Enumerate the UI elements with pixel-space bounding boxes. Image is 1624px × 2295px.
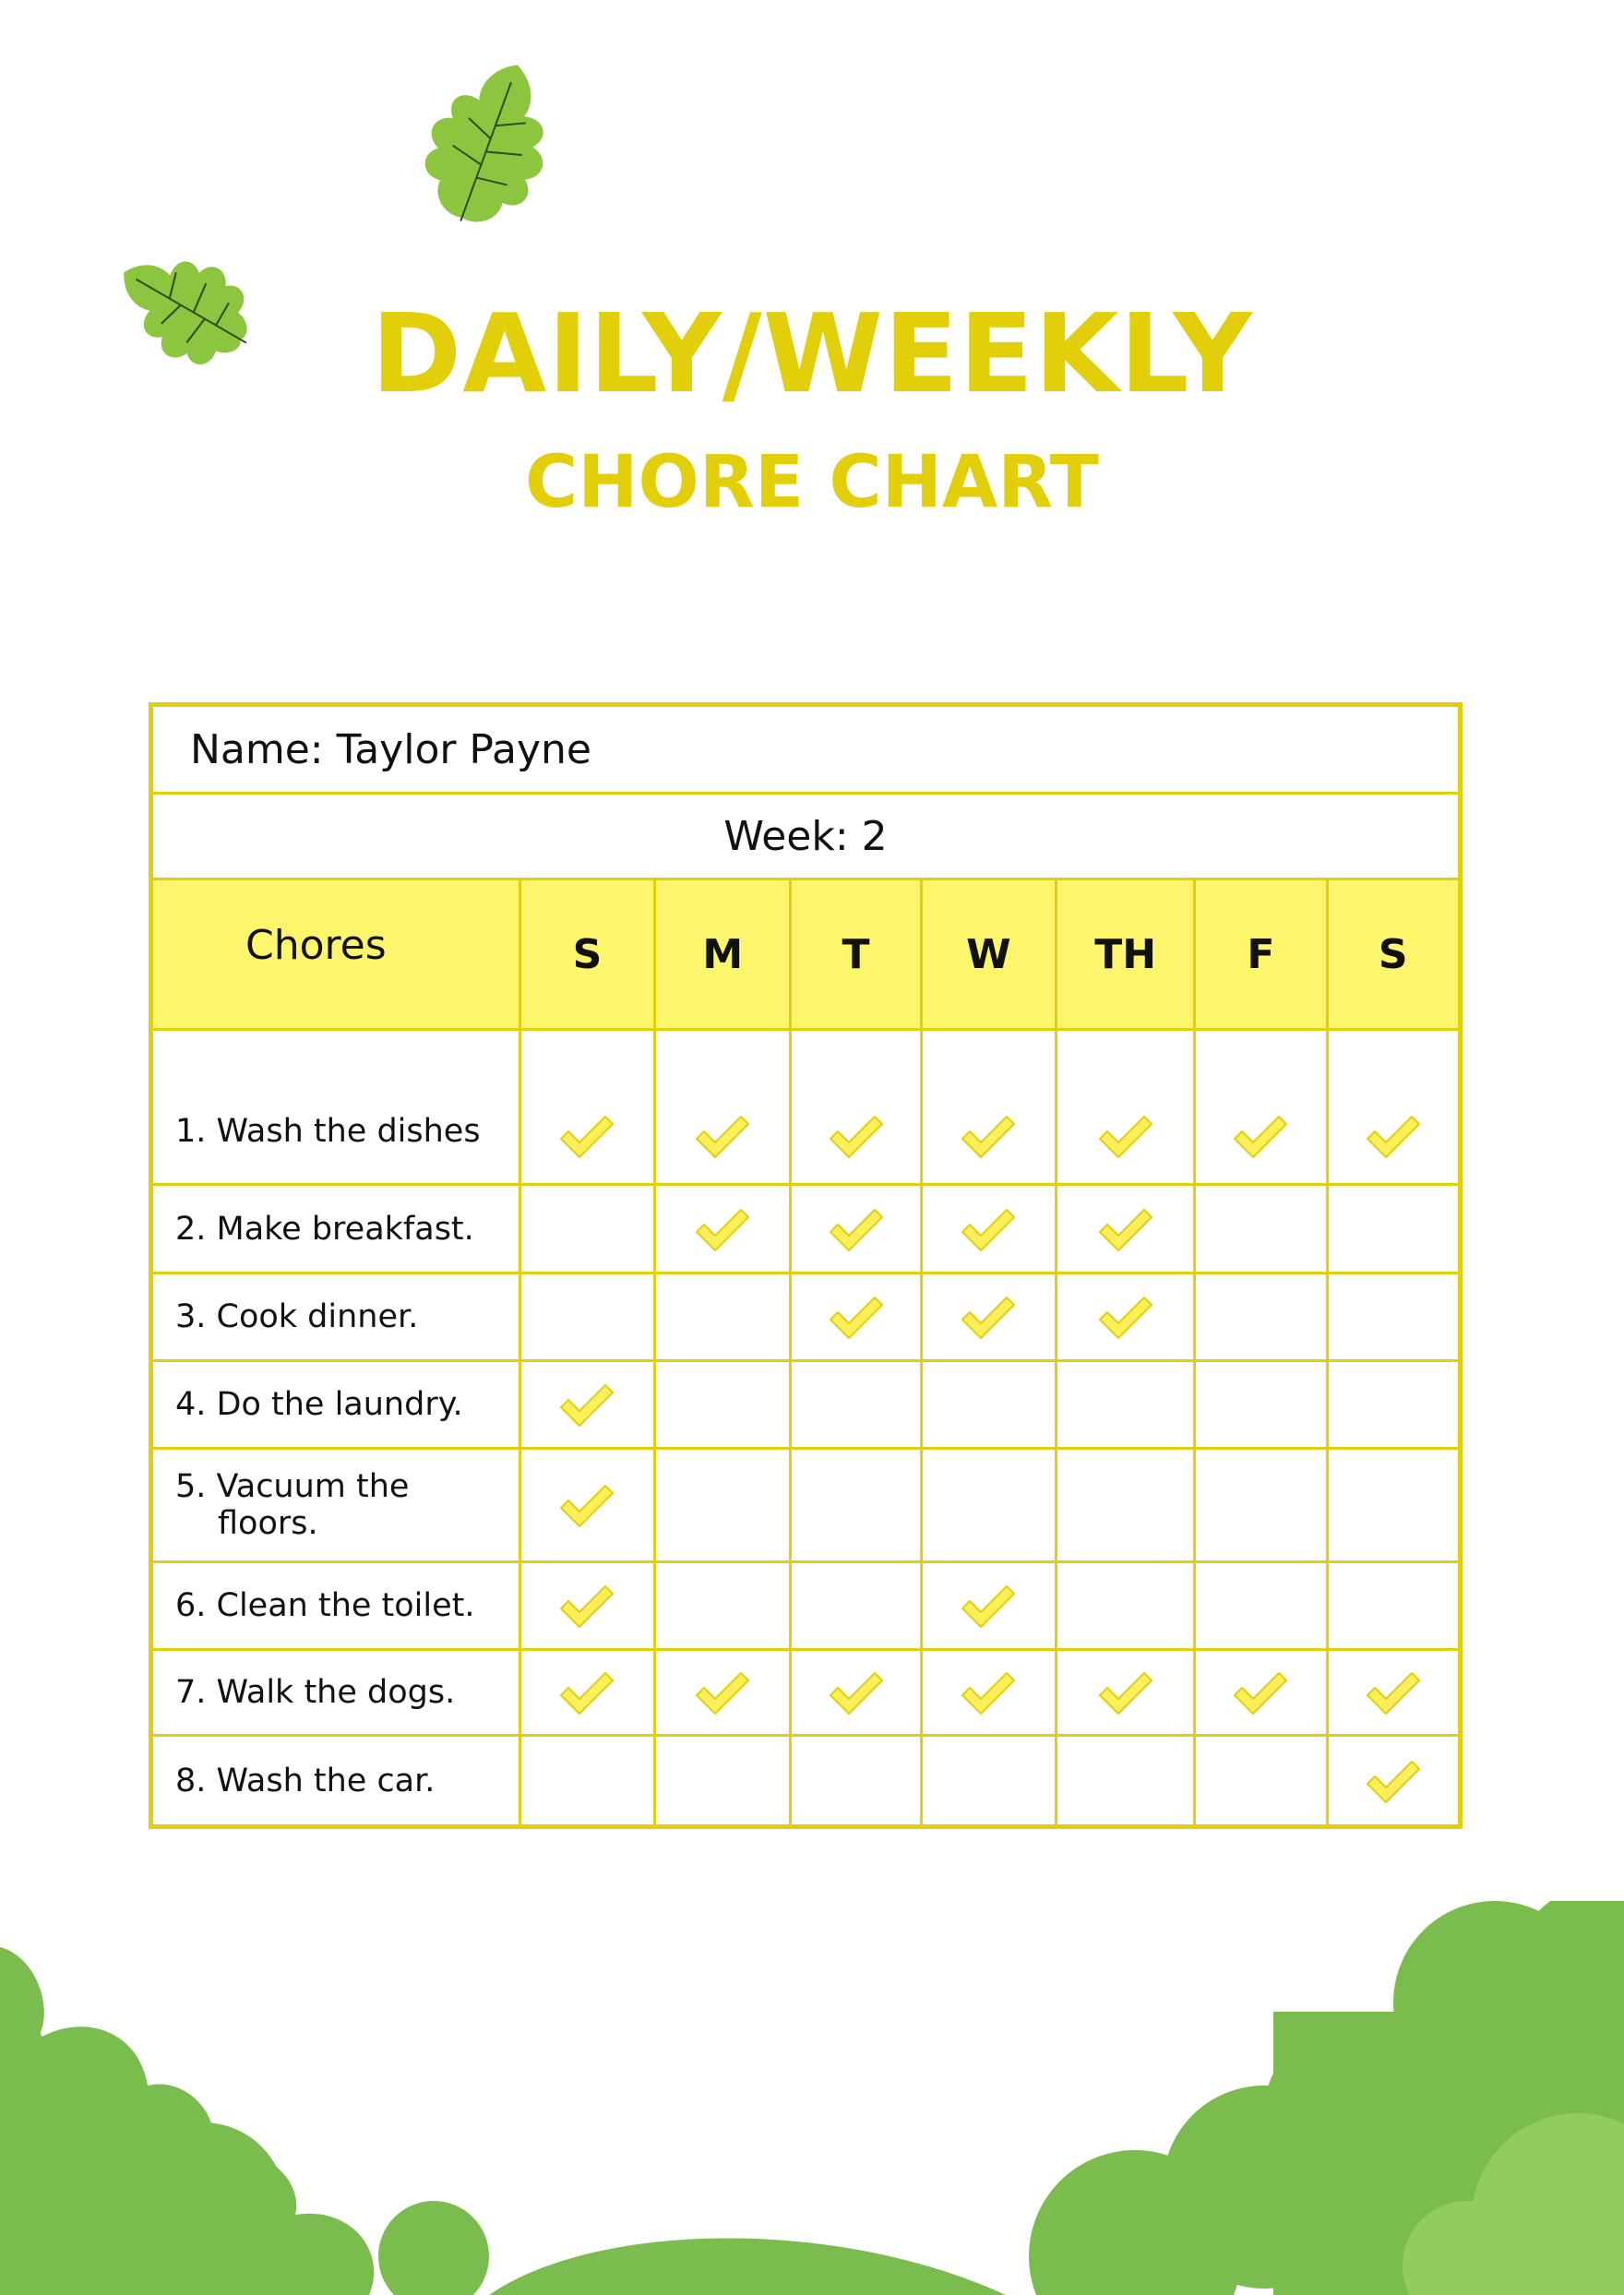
- check-icon: [1364, 1111, 1423, 1161]
- check-cell[interactable]: [791, 1449, 921, 1562]
- check-cell[interactable]: [519, 1030, 654, 1185]
- check-cell[interactable]: [1327, 1449, 1460, 1562]
- chore-label: 1. Wash the dishes: [151, 1030, 520, 1185]
- check-icon: [959, 1667, 1018, 1717]
- chore-label-line2: floors.: [218, 1505, 318, 1542]
- check-cell[interactable]: [519, 1562, 654, 1650]
- check-icon: [959, 1204, 1018, 1254]
- check-cell[interactable]: [1327, 1185, 1460, 1273]
- check-cell[interactable]: [655, 1736, 791, 1827]
- check-icon: [1364, 1667, 1423, 1717]
- check-icon: [959, 1292, 1018, 1342]
- chore-label: 8. Wash the car.: [151, 1736, 520, 1827]
- check-cell[interactable]: [519, 1736, 654, 1827]
- day-header-mon: M: [655, 879, 791, 1030]
- check-icon: [827, 1204, 886, 1254]
- check-cell[interactable]: [791, 1736, 921, 1827]
- check-icon: [827, 1292, 886, 1342]
- chore-label: 7. Walk the dogs.: [151, 1650, 520, 1736]
- chore-row: [151, 1736, 1461, 1827]
- chores-header: Chores: [151, 879, 520, 1030]
- check-cell[interactable]: [655, 1030, 791, 1185]
- check-cell[interactable]: [791, 1562, 921, 1650]
- chore-label: 3. Cook dinner.: [151, 1273, 520, 1361]
- check-icon: [557, 1581, 616, 1631]
- check-cell[interactable]: [791, 1185, 921, 1273]
- check-cell[interactable]: [1327, 1273, 1460, 1361]
- page-title: DAILY/WEEKLY: [371, 290, 1253, 417]
- check-icon: [827, 1667, 886, 1717]
- chore-row: [151, 1562, 1461, 1650]
- check-cell[interactable]: [791, 1030, 921, 1185]
- week-field: Week: 2: [151, 794, 1461, 879]
- check-cell[interactable]: [921, 1361, 1056, 1449]
- chore-row: [151, 1361, 1461, 1449]
- chore-row: [151, 1449, 1461, 1562]
- check-icon: [693, 1667, 752, 1717]
- check-icon: [557, 1111, 616, 1161]
- check-icon: [1096, 1292, 1155, 1342]
- check-cell[interactable]: [1327, 1736, 1460, 1827]
- check-icon: [693, 1111, 752, 1161]
- check-cell[interactable]: [921, 1030, 1056, 1185]
- check-cell[interactable]: [1195, 1185, 1327, 1273]
- check-cell[interactable]: [1327, 1562, 1460, 1650]
- bush-decoration: [0, 1901, 1624, 2295]
- check-icon: [1231, 1667, 1290, 1717]
- leaf-icon-top: [415, 51, 563, 235]
- check-cell[interactable]: [1195, 1361, 1327, 1449]
- check-cell[interactable]: [1327, 1361, 1460, 1449]
- check-cell[interactable]: [519, 1449, 654, 1562]
- check-cell[interactable]: [1056, 1030, 1194, 1185]
- check-cell[interactable]: [519, 1361, 654, 1449]
- check-cell[interactable]: [1056, 1185, 1194, 1273]
- check-cell[interactable]: [921, 1273, 1056, 1361]
- check-cell[interactable]: [921, 1185, 1056, 1273]
- check-icon: [1364, 1756, 1423, 1806]
- day-header-sun: S: [519, 879, 654, 1030]
- check-cell[interactable]: [921, 1650, 1056, 1736]
- chore-label: 4. Do the laundry.: [151, 1361, 520, 1449]
- check-cell[interactable]: [1327, 1030, 1460, 1185]
- name-field: Name: Taylor Payne: [151, 705, 1461, 794]
- chore-label: 2. Make breakfast.: [151, 1185, 520, 1273]
- chore-row: [151, 1273, 1461, 1361]
- check-cell[interactable]: [655, 1650, 791, 1736]
- check-cell[interactable]: [791, 1650, 921, 1736]
- chore-table: [149, 702, 1463, 1829]
- check-cell[interactable]: [921, 1562, 1056, 1650]
- check-cell[interactable]: [1056, 1449, 1194, 1562]
- check-cell[interactable]: [1056, 1650, 1194, 1736]
- check-cell[interactable]: [921, 1449, 1056, 1562]
- check-icon: [959, 1581, 1018, 1631]
- check-cell[interactable]: [1056, 1562, 1194, 1650]
- check-cell[interactable]: [1195, 1449, 1327, 1562]
- check-icon: [827, 1111, 886, 1161]
- check-cell[interactable]: [791, 1273, 921, 1361]
- check-cell[interactable]: [791, 1361, 921, 1449]
- check-icon: [1231, 1111, 1290, 1161]
- check-cell[interactable]: [1056, 1273, 1194, 1361]
- check-cell[interactable]: [1195, 1273, 1327, 1361]
- chore-label-line1: 5. Vacuum the: [175, 1468, 410, 1505]
- day-header-thu: TH: [1056, 879, 1194, 1030]
- day-header-sat: S: [1327, 879, 1460, 1030]
- check-cell[interactable]: [1195, 1562, 1327, 1650]
- check-cell[interactable]: [519, 1273, 654, 1361]
- check-icon: [1096, 1667, 1155, 1717]
- chore-row: [151, 1030, 1461, 1185]
- check-icon: [1096, 1111, 1155, 1161]
- chore-row: [151, 1185, 1461, 1273]
- check-cell[interactable]: [519, 1650, 654, 1736]
- check-cell[interactable]: [655, 1449, 791, 1562]
- check-cell[interactable]: [655, 1361, 791, 1449]
- check-icon: [959, 1111, 1018, 1161]
- check-cell[interactable]: [655, 1185, 791, 1273]
- chore-label: 6. Clean the toilet.: [151, 1562, 520, 1650]
- check-cell[interactable]: [1195, 1650, 1327, 1736]
- day-header-tue: T: [791, 879, 921, 1030]
- chore-label: [151, 1449, 520, 1562]
- check-cell[interactable]: [1195, 1030, 1327, 1185]
- check-cell[interactable]: [921, 1736, 1056, 1827]
- check-cell[interactable]: [1056, 1736, 1194, 1827]
- check-cell[interactable]: [655, 1562, 791, 1650]
- check-cell[interactable]: [519, 1185, 654, 1273]
- day-header-wed: W: [921, 879, 1056, 1030]
- check-icon: [557, 1480, 616, 1530]
- check-cell[interactable]: [1195, 1736, 1327, 1827]
- check-icon: [557, 1380, 616, 1429]
- day-header-fri: F: [1195, 879, 1327, 1030]
- check-icon: [1096, 1204, 1155, 1254]
- check-cell[interactable]: [1056, 1361, 1194, 1449]
- check-icon: [693, 1204, 752, 1254]
- chore-row: [151, 1650, 1461, 1736]
- check-cell[interactable]: [1327, 1650, 1460, 1736]
- check-cell[interactable]: [655, 1273, 791, 1361]
- check-icon: [557, 1667, 616, 1717]
- page-subtitle: CHORE CHART: [525, 441, 1099, 524]
